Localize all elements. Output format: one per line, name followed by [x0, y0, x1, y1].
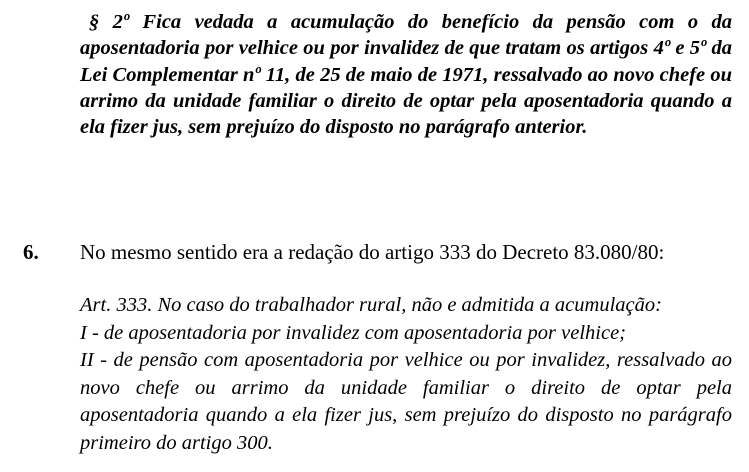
paragraph-2-text: § 2º Fica vedada a acumulação do benefício da pensão com o da aposentadoria por velhice ou por invalidez de que tratam os artigos 4º e 5º da Lei Complementar nº 11, de 25 de maio de 1971, ressalvado ao novo chefe ou arrimo da unidade familiar o direito de optar pela aposentadoria quando a ela fizer jus, sem prejuízo do disposto no parágrafo anterior.: [80, 11, 732, 139]
article-333-item-1: I - de aposentadoria por invalidez com aposentadoria por velhice;: [80, 321, 627, 344]
quoted-article-333: [80, 292, 732, 457]
article-333-item-2: II - de pensão com aposentadoria por velhice ou por invalidez, ressalvado ao novo chefe ou arrimo da unidade familiar o direito de optar pela aposentadoria quando a ela fizer jus, sem prejuízo do disposto no parágrafo primeiro do artigo 300.: [80, 349, 732, 454]
section-6-text: No mesmo sentido era a redação do artigo 333 do Decreto 83.080/80:: [80, 240, 665, 264]
article-333-caput: Art. 333. No caso do trabalhador rural, não e admitida a acumulação:: [80, 294, 662, 316]
quoted-paragraph-2: [80, 9, 732, 140]
section-number: 6.: [23, 240, 39, 264]
